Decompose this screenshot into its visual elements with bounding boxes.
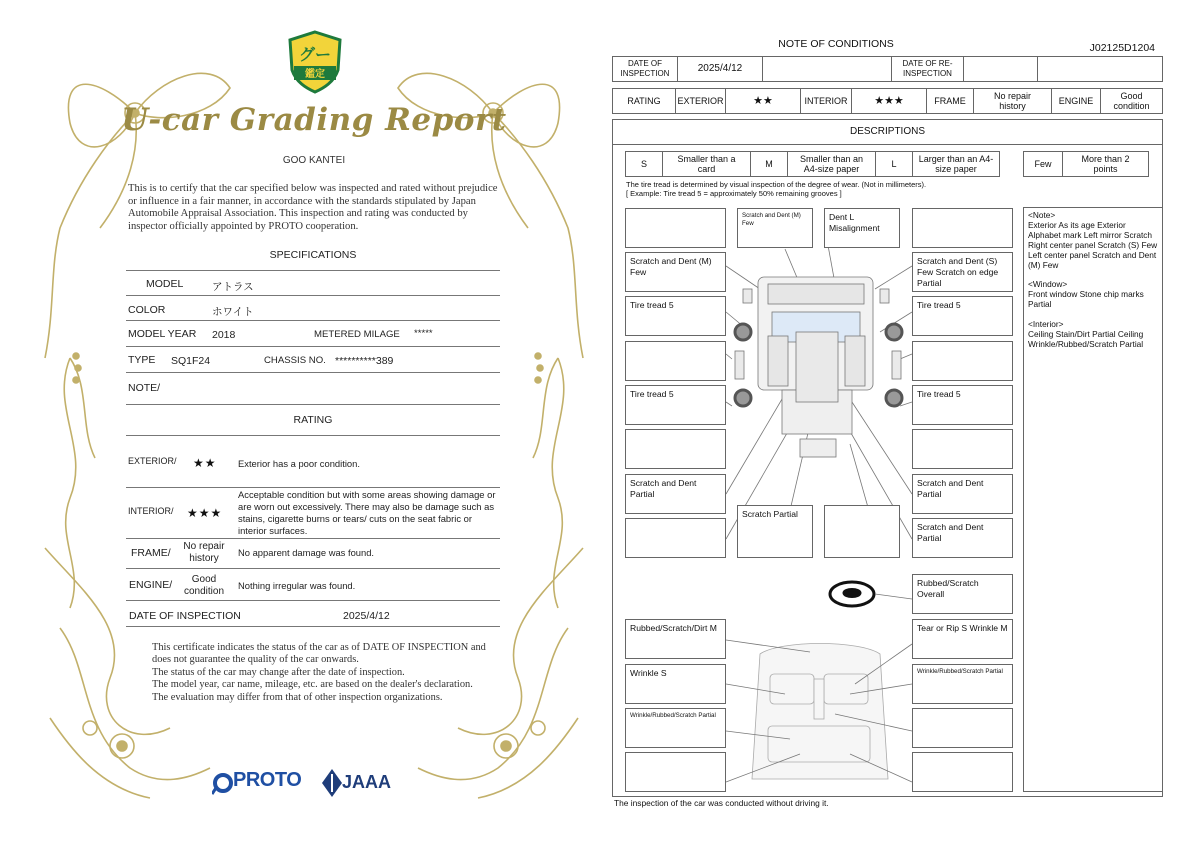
interior-heading: <Interior> [1028, 319, 1064, 330]
metered-milage-value: ***** [414, 328, 433, 339]
model-year-label: MODEL YEAR [128, 328, 197, 340]
damage-box [824, 505, 900, 558]
legend-s-label: S [625, 151, 663, 177]
damage-box [625, 518, 726, 558]
damage-box [625, 752, 726, 792]
svg-text:鑑定: 鑑定 [305, 69, 325, 80]
exterior-description: Exterior has a poor condition. [238, 458, 360, 469]
damage-box [625, 341, 726, 381]
legend-m-desc: Smaller than an A4-size paper [787, 151, 876, 177]
damage-box: Wrinkle/Rubbed/Scratch Partial [625, 708, 726, 748]
footer-line: The status of the car may change after the date of inspection. [152, 666, 405, 678]
model-year-value: 2018 [212, 329, 236, 341]
damage-box: Wrinkle/Rubbed/Scratch Partial [912, 664, 1013, 704]
grading-certificate [40, 28, 588, 818]
note-title: NOTE OF CONDITIONS [778, 38, 894, 50]
note-of-conditions [610, 34, 1165, 814]
tire-note: The tire tread is determined by visual inspection of the degree of wear. (Not in millimeters). [626, 180, 927, 189]
divider [126, 538, 500, 539]
damage-box: Rubbed/Scratch Overall [912, 574, 1013, 614]
damage-box: Scratch and Dent (S) Few Scratch on edge Partial [912, 252, 1013, 292]
frame-value: No repair history [973, 88, 1052, 114]
interior-diagram [752, 644, 888, 780]
legend-l-label: L [875, 151, 913, 177]
date-label: DATE OF INSPECTION [129, 610, 241, 622]
jaaa-brand: JAAA [342, 772, 392, 792]
frame-description: No apparent damage was found. [238, 547, 375, 558]
model-label: MODEL [146, 278, 184, 290]
exterior-label: EXTERIOR [675, 88, 726, 114]
report-subtitle: GOO KANTEI [282, 155, 346, 166]
damage-box [912, 429, 1013, 469]
engine-label: ENGINE [1051, 88, 1101, 114]
interior-body: Ceiling Stain/Dirt Partial Ceiling Wrinkle/Rubbed/Scratch Partial [1028, 329, 1144, 349]
damage-box [625, 429, 726, 469]
type-label: TYPE [128, 354, 156, 366]
interior-label: INTERIOR [800, 88, 852, 114]
frame-label: FRAME/ [131, 547, 171, 559]
damage-box [912, 708, 1013, 748]
jaaa-logo-icon [322, 769, 342, 797]
exterior-stars: ★★ [725, 88, 801, 114]
footer-line: This certificate indicates the status of the car as of DATE OF INSPECTION and does not guarantee the quality of the car onwards. [152, 642, 486, 666]
certificate-footer-note [152, 642, 492, 704]
date-value: 2025/4/12 [343, 610, 390, 622]
exterior-stars: ★★ [193, 456, 217, 470]
legend-l-desc: Larger than an A4-size paper [912, 151, 1000, 177]
damage-box: Rubbed/Scratch/Dirt M [625, 619, 726, 659]
rating-heading: RATING [293, 414, 333, 426]
tire-example: [ Example: Tire tread 5 = approximately 50% remaining grooves ] [626, 189, 842, 198]
legend-few-label: Few [1023, 151, 1063, 177]
damage-box: Scratch and Dent Partial [912, 474, 1013, 514]
damage-box [912, 208, 1013, 248]
divider [126, 372, 500, 373]
report-code: J02125D1204 [1089, 42, 1155, 54]
frame-value: No repair history [183, 541, 225, 564]
date-of-inspection-value: 2025/4/12 [677, 56, 763, 82]
date-of-reinspection-label: DATE OF RE-INSPECTION [891, 56, 964, 82]
engine-description: Nothing irregular was found. [238, 580, 356, 591]
footer-line: The evaluation may differ from that of other inspection organizations. [152, 691, 443, 703]
interior-label: INTERIOR/ [128, 506, 174, 516]
steering-wheel-icon [830, 582, 874, 606]
specifications-heading: SPECIFICATIONS [269, 249, 357, 261]
color-value: ホワイト [212, 306, 254, 318]
damage-box: Tire tread 5 [625, 296, 726, 336]
note-label: NOTE/ [128, 382, 161, 394]
divider [126, 626, 500, 627]
damage-box: Scratch and Dent Partial [912, 518, 1013, 558]
descriptions-heading: DESCRIPTIONS [612, 119, 1163, 145]
divider [126, 568, 500, 569]
engine-value: Good condition [1100, 88, 1163, 114]
empty-cell [1037, 56, 1163, 82]
window-heading: <Window> [1028, 279, 1068, 290]
inspection-disclaimer: The inspection of the car was conducted without driving it. [614, 798, 829, 808]
divider [126, 600, 500, 601]
divider [126, 270, 500, 271]
model-value: アトラス [212, 281, 254, 293]
metered-milage-label: METERED MILAGE [314, 329, 400, 340]
rating-label: RATING [612, 88, 676, 114]
divider [126, 435, 500, 436]
goo-kantei-badge-logo [286, 30, 344, 94]
frame-label: FRAME [926, 88, 974, 114]
damage-box: Wrinkle S [625, 664, 726, 704]
chassis-label: CHASSIS NO. [264, 355, 326, 366]
note-body: Exterior As its age Exterior Alphabet mark Left mirror Scratch Right center panel Scratch (S) Few Left center panel Scratch and Dent (M) Few [1028, 219, 1158, 270]
note-heading: <Note> [1028, 210, 1056, 220]
damage-box: Scratch and Dent (M) Few [737, 208, 813, 248]
divider [126, 346, 500, 347]
svg-text:グー: グー [298, 45, 332, 64]
engine-value: Good condition [183, 574, 225, 597]
damage-box: Scratch and Dent Partial [625, 474, 726, 514]
damage-box: Tire tread 5 [625, 385, 726, 425]
report-title: U-car Grading Report [121, 102, 507, 138]
certificate-intro: This is to certify that the car specified below was inspected and rated without prejudice or influence in a fair manner, in accordance with the standards stipulated by Japan Automobile Appraisal Association. This inspection and rating was conducted by inspector officially appointed by PROTO cooperation. [128, 183, 498, 232]
divider [126, 404, 500, 405]
damage-box: Scratch and Dent (M) Few [625, 252, 726, 292]
damage-box: Scratch Partial [737, 505, 813, 558]
interior-stars: ★★★ [851, 88, 927, 114]
date-of-inspection-label: DATE OF INSPECTION [612, 56, 678, 82]
interior-stars: ★★★ [187, 506, 223, 520]
damage-box: Dent L Misalignment [824, 208, 900, 248]
legend-s-desc: Smaller than a card [662, 151, 751, 177]
exterior-label: EXTERIOR/ [128, 456, 177, 466]
legend-m-label: M [750, 151, 788, 177]
window-body: Front window Stone chip marks Partial [1028, 289, 1144, 310]
damage-box: Tear or Rip S Wrinkle M [912, 619, 1013, 659]
damage-box [912, 752, 1013, 792]
damage-box: Tire tread 5 [912, 385, 1013, 425]
divider [126, 487, 500, 488]
footer-line: The model year, car name, mileage, etc. are based on the dealer's declaration. [152, 679, 473, 691]
divider [126, 295, 500, 296]
notes-panel [1023, 207, 1163, 792]
chassis-value: **********389 [335, 355, 394, 367]
proto-brand: PROTO [233, 769, 302, 791]
engine-label: ENGINE/ [129, 579, 173, 591]
interior-description: Acceptable condition but with some areas showing damage or are worn out excessively. There may also be damage such as stains, cigarette burns or tears/ cuts on the seat fabric or interior surfaces. [238, 489, 496, 536]
type-value: SQ1F24 [171, 355, 211, 367]
damage-box: Tire tread 5 [912, 296, 1013, 336]
damage-box [625, 208, 726, 248]
color-label: COLOR [128, 304, 166, 316]
divider [126, 320, 500, 321]
damage-box [912, 341, 1013, 381]
legend-few-desc: More than 2 points [1062, 151, 1149, 177]
